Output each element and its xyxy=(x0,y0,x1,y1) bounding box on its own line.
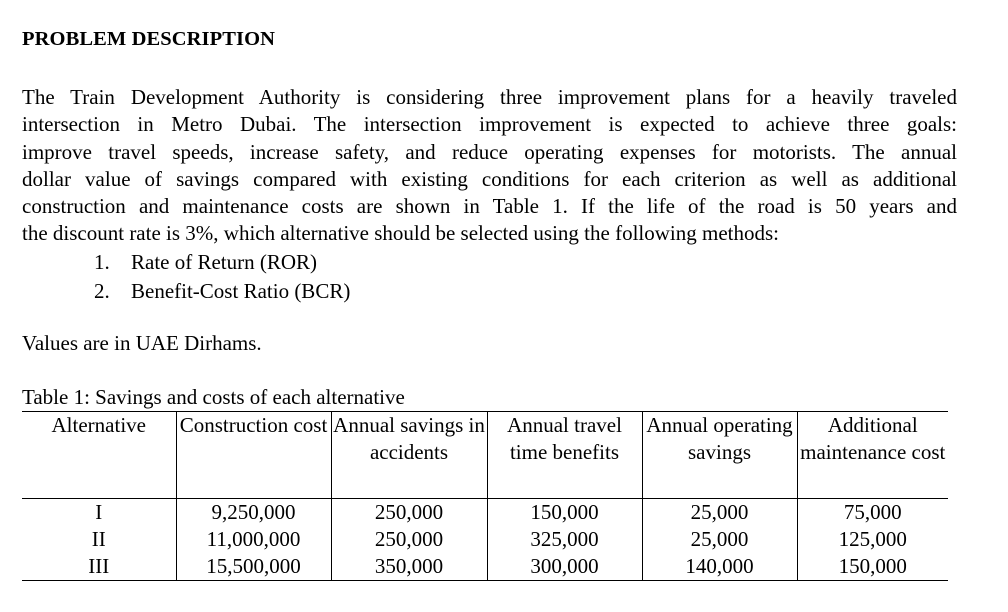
column-header: Alternative xyxy=(22,412,176,499)
column-header: Construction cost xyxy=(176,412,331,499)
paragraph-line: The Train Development Authority is considering three improvement plans for a heavily traveled xyxy=(22,85,957,109)
section-heading: PROBLEM DESCRIPTION xyxy=(22,28,276,50)
table-cell: 11,000,000 xyxy=(176,526,331,553)
table-cell: 300,000 xyxy=(487,553,642,581)
table-row xyxy=(22,526,948,553)
savings-costs-table xyxy=(22,411,948,581)
table-cell: 25,000 xyxy=(642,499,797,527)
list-label: Benefit-Cost Ratio (BCR) xyxy=(131,279,351,303)
list-item xyxy=(94,248,350,277)
table-cell: 75,000 xyxy=(797,499,948,527)
table-row xyxy=(22,553,948,581)
table-cell: II xyxy=(91,527,106,551)
column-header: Annual savings in accidents xyxy=(331,412,487,499)
problem-paragraph xyxy=(22,84,957,248)
table-caption: Table 1: Savings and costs of each alternative xyxy=(22,385,405,409)
table-header-row xyxy=(22,412,948,499)
table-cell: 125,000 xyxy=(797,526,948,553)
table-cell: 15,500,000 xyxy=(176,553,331,581)
table-cell: 250,000 xyxy=(331,526,487,553)
column-header: Annual operating savings xyxy=(642,412,797,499)
paragraph-line: dollar value of savings compared with existing conditions for each criterion as well as additional xyxy=(22,166,957,191)
table-cell: 325,000 xyxy=(487,526,642,553)
methods-list xyxy=(94,248,350,306)
paragraph-line: the discount rate is 3%, which alternative should be selected using the following methods: xyxy=(22,221,779,246)
table-cell: 250,000 xyxy=(331,499,487,527)
paragraph-line: improve travel speeds, increase safety, and reduce operating expenses for motorists. The annual xyxy=(22,139,957,164)
list-number: 1. xyxy=(94,250,110,274)
paragraph-line: construction and maintenance costs are shown in Table 1. If the life of the road is 50 years and xyxy=(22,194,957,219)
units-note: Values are in UAE Dirhams. xyxy=(22,331,262,355)
column-header: Annual travel time benefits xyxy=(487,412,642,499)
column-header: Additional maintenance cost xyxy=(797,412,948,499)
table-cell: 150,000 xyxy=(487,499,642,527)
table-cell: III xyxy=(22,553,176,581)
list-number: 2. xyxy=(94,279,110,303)
list-item xyxy=(94,277,350,306)
paragraph-line: intersection in Metro Dubai. The intersection improvement is expected to achieve three goals: xyxy=(22,112,957,137)
table-cell: I xyxy=(22,499,176,527)
table-cell: 25,000 xyxy=(642,526,797,553)
table-cell: 9,250,000 xyxy=(176,499,331,527)
list-label: Rate of Return (ROR) xyxy=(131,250,318,274)
table-row xyxy=(22,499,948,527)
table-cell: 150,000 xyxy=(797,553,948,581)
table-cell: 140,000 xyxy=(642,553,797,581)
table-cell: 350,000 xyxy=(331,553,487,581)
